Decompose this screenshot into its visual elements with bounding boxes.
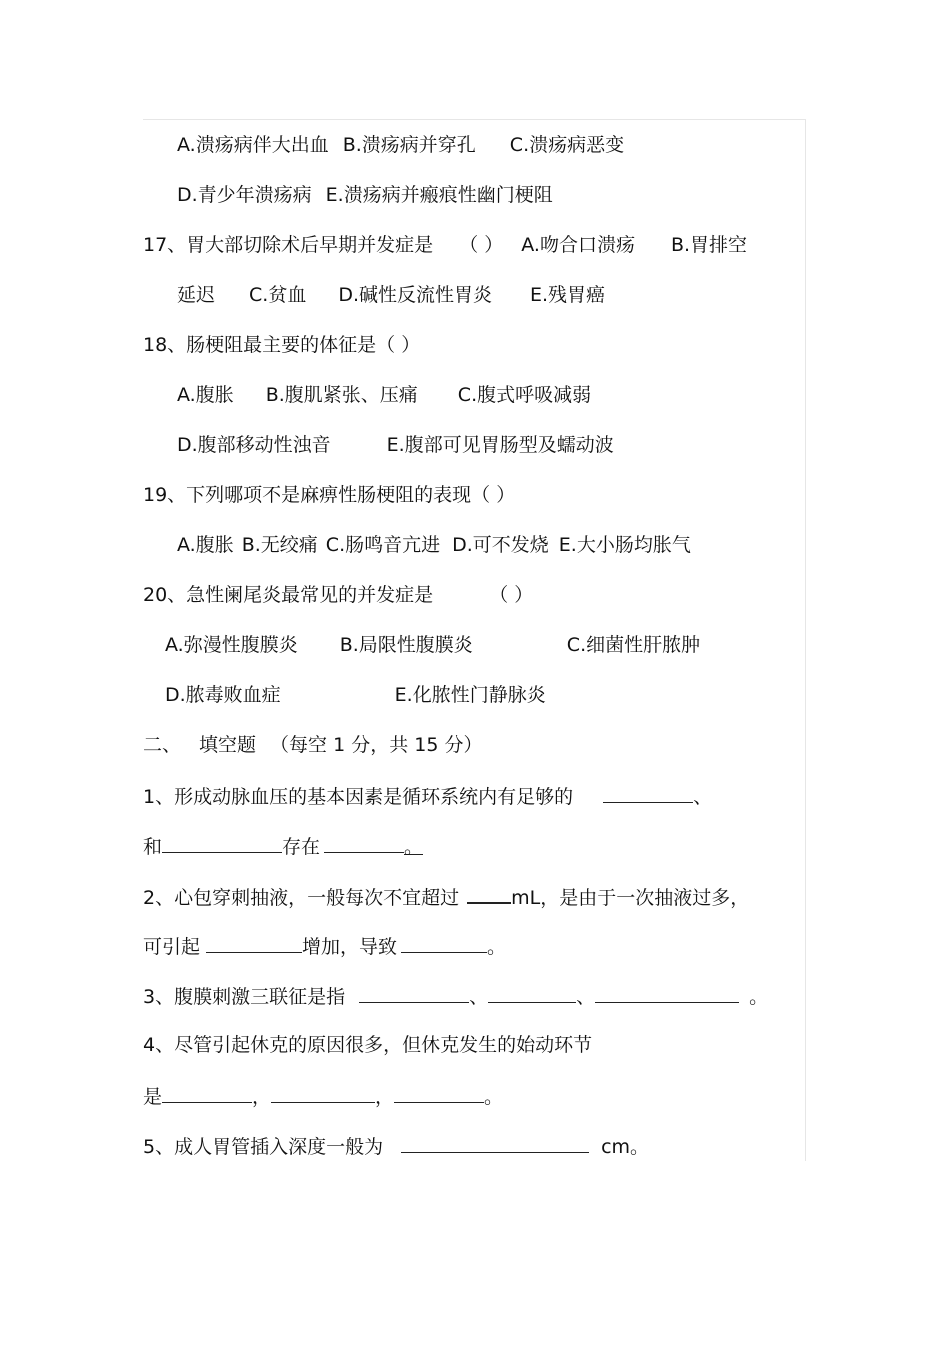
q17-option-e: E.残胃癌 <box>530 284 606 306</box>
fill3-sep2: 、 <box>576 986 596 1008</box>
q16-option-c: C.溃疡病恶变 <box>509 134 625 156</box>
q16-options-row1 <box>177 132 624 158</box>
q17-paren: （ ） <box>459 234 504 256</box>
fill2-text: 2、心包穿刺抽液，一般每次不宜超过 <box>143 887 460 909</box>
fill5-text: 5、成人胃管插入深度一般为 <box>143 1136 384 1158</box>
q17-option-c: C.贫血 <box>249 284 307 306</box>
fill4-row2 <box>143 1082 503 1110</box>
q16-option-a: A.溃疡病伴大出血 <box>177 134 329 156</box>
fill3-sep1: 、 <box>469 986 489 1008</box>
q20-options-row2 <box>165 682 546 708</box>
fill1-row2 <box>143 832 423 860</box>
fill4-row1: 4、尽管引起休克的原因很多，但休克发生的始动环节 <box>143 1034 593 1056</box>
q16-options-row2 <box>177 182 553 208</box>
section2-number: 二、 <box>143 734 182 756</box>
q18-stem: 18、肠梗阻最主要的体征是（ ） <box>143 334 421 356</box>
q18-option-b: B.腹肌紧张、压痛 <box>265 384 418 406</box>
fill3-text: 3、腹膜刺激三联征是指 <box>143 986 346 1008</box>
fill3-blank-1[interactable] <box>359 982 469 1003</box>
fill5-blank[interactable] <box>401 1132 589 1153</box>
fill2-blank-2[interactable] <box>206 932 302 953</box>
fill1-row1 <box>143 782 712 810</box>
section2-score: （每空 1 分，共 15 分） <box>270 734 483 756</box>
q16-option-e: E.溃疡病并瘢痕性幽门梗阻 <box>325 184 553 206</box>
fill1-sep: 、 <box>693 786 713 808</box>
q18-options-row1 <box>177 382 591 408</box>
q17-stem: 17、胃大部切除术后早期并发症是 <box>143 234 434 256</box>
q18-options-row2 <box>177 432 614 458</box>
q16-option-b: B.溃疡病并穿孔 <box>342 134 476 156</box>
fill4-sep2: ， <box>375 1086 395 1108</box>
fill3-blank-2[interactable] <box>488 982 576 1003</box>
q18-option-c: C.腹式呼吸减弱 <box>457 384 592 406</box>
q17-stem-row <box>143 232 747 258</box>
q19-options-row <box>177 532 691 558</box>
fill4-blank-3[interactable] <box>394 1082 484 1103</box>
q19-stem: 19、下列哪项不是麻痹性肠梗阻的表现（ ） <box>143 484 516 506</box>
fill2-blank-1[interactable] <box>467 882 511 904</box>
q20-stem: 20、急性阑尾炎最常见的并发症是 <box>143 584 434 606</box>
fill2-row2 <box>143 932 506 960</box>
fill1-exist: 存在 <box>282 836 321 858</box>
fill5-row <box>143 1132 649 1160</box>
q20-option-a: A.弥漫性腹膜炎 <box>165 634 298 656</box>
fill1-text: 1、形成动脉血压的基本因素是循环系统内有足够的 <box>143 786 574 808</box>
q17-option-a: A.吻合口溃疡 <box>521 234 635 256</box>
fill2-end: 。 <box>487 936 507 958</box>
q20-option-e: E.化脓性门静脉炎 <box>394 684 546 706</box>
fill1-blank-3[interactable] <box>324 832 404 853</box>
q17-option-b-cont: 延迟 <box>177 284 216 306</box>
fill3-row <box>143 982 768 1010</box>
section2-heading <box>143 732 482 758</box>
fill1-blank-2[interactable] <box>162 832 282 853</box>
fill4-is: 是 <box>143 1086 163 1108</box>
fill2-increase: 增加，导致 <box>302 936 398 958</box>
fill4-blank-1[interactable] <box>162 1082 252 1103</box>
q16-option-d: D.青少年溃疡病 <box>177 184 312 206</box>
fill4-blank-2[interactable] <box>271 1082 375 1103</box>
q18-option-e: E.腹部可见胃肠型及蠕动波 <box>386 434 614 456</box>
section2-title: 填空题 <box>199 734 257 756</box>
fill1-blank-1[interactable] <box>603 782 693 803</box>
q18-option-a: A.腹胀 <box>177 384 234 406</box>
q19-option-d: D.可不发烧 <box>452 534 549 556</box>
fill3-blank-3[interactable] <box>595 982 739 1003</box>
q17-option-d: D.碱性反流性胃炎 <box>338 284 492 306</box>
q18-option-d: D.腹部移动性浊音 <box>177 434 331 456</box>
q17-option-b: B.胃排空 <box>670 234 748 256</box>
fill1-and: 和 <box>143 836 163 858</box>
q17-options-row2 <box>177 282 605 308</box>
q19-option-e: E.大小肠均胀气 <box>558 534 691 556</box>
q20-options-row1 <box>165 632 700 658</box>
fill3-end: 。 <box>749 986 769 1008</box>
fill1-end: 。 <box>404 836 424 858</box>
q20-stem-row <box>143 582 533 608</box>
fill2-unit: mL，是由于一次抽液过多， <box>511 887 750 909</box>
q19-option-a: A.腹胀 <box>177 534 234 556</box>
fill4-end: 。 <box>484 1086 504 1108</box>
q19-option-b: B.无绞痛 <box>241 534 318 556</box>
fill2-row1 <box>143 882 749 911</box>
q20-paren: （ ） <box>489 584 534 606</box>
q20-option-d: D.脓毒败血症 <box>165 684 281 706</box>
fill5-unit: cm。 <box>601 1136 650 1158</box>
fill2-cause: 可引起 <box>143 936 201 958</box>
q20-option-c: C.细菌性肝脓肿 <box>566 634 701 656</box>
q19-option-c: C.肠鸣音亢进 <box>325 534 441 556</box>
page-frame <box>143 119 806 1161</box>
fill2-blank-3[interactable] <box>401 932 487 953</box>
fill4-sep1: ， <box>252 1086 272 1108</box>
q20-option-b: B.局限性腹膜炎 <box>339 634 473 656</box>
